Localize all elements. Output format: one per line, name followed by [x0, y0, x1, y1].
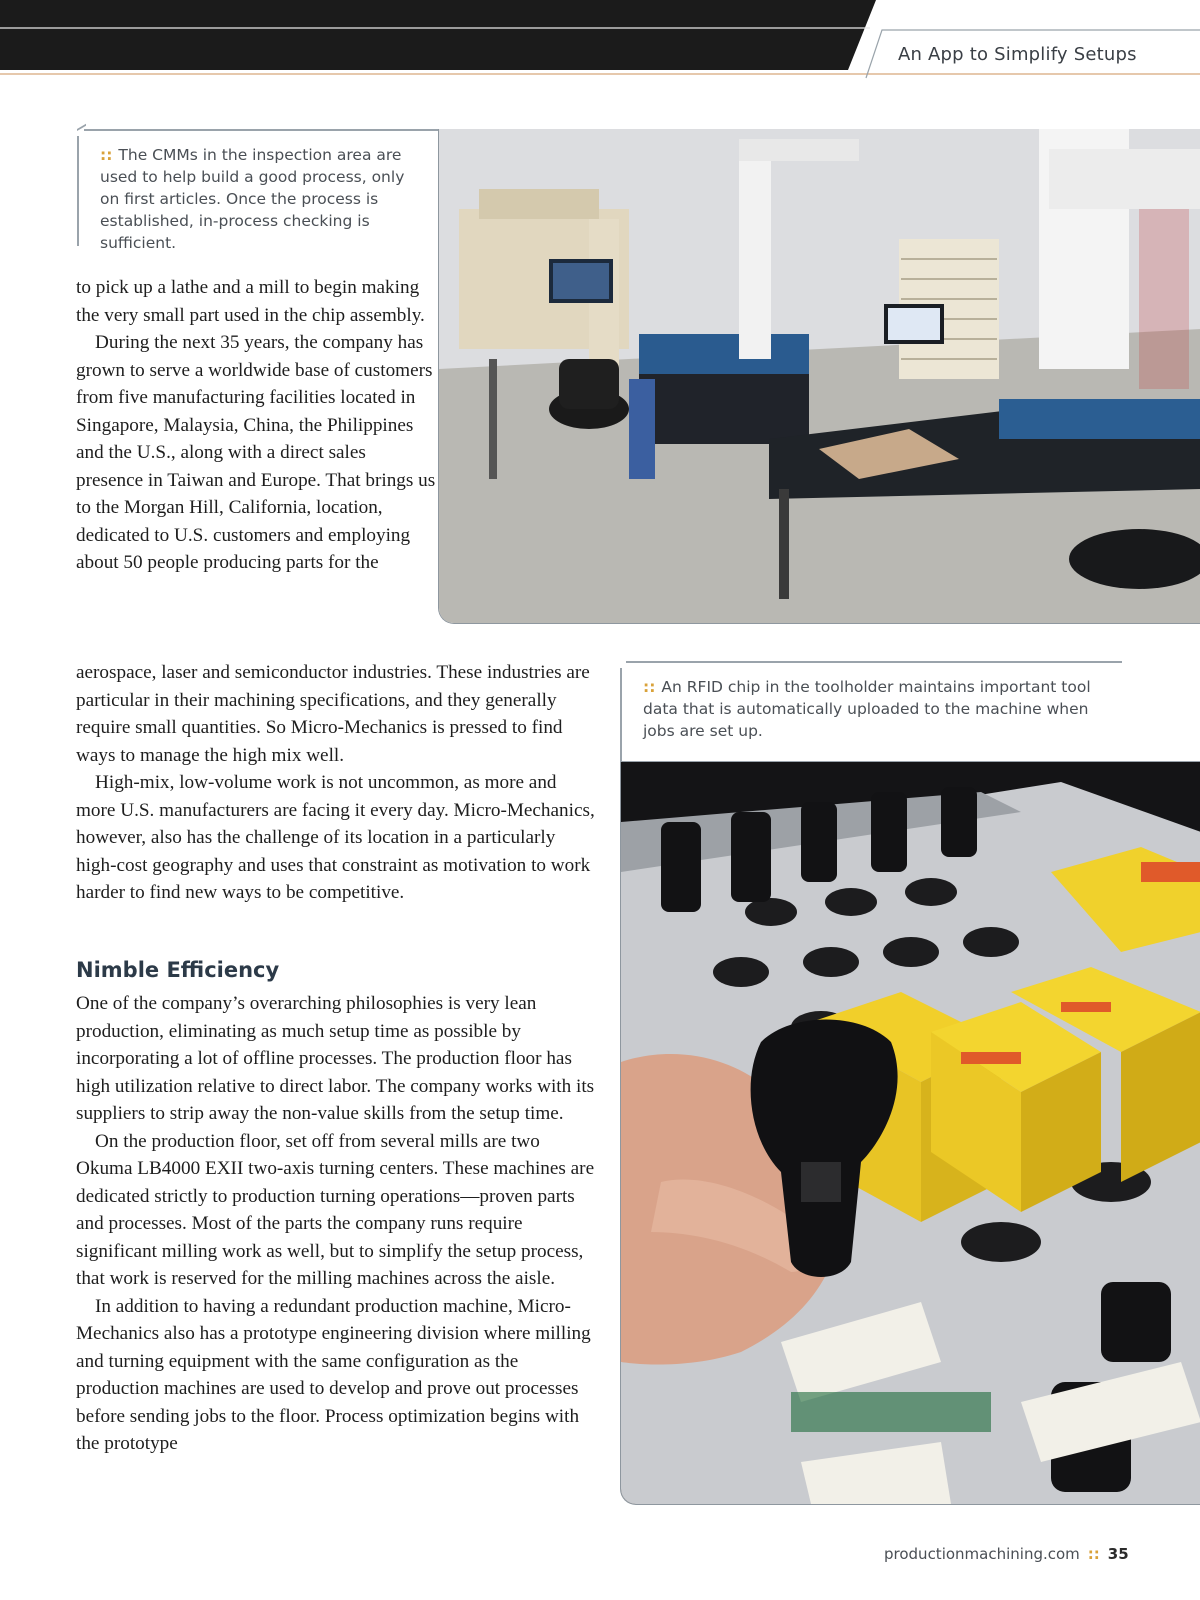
caption-text: The CMMs in the inspection area are used to help build a good process, only on first articles. Once the process is established, in-process checking is sufficient.	[100, 146, 405, 252]
photo-caption-rfid	[643, 676, 1113, 742]
page-header	[0, 0, 1200, 80]
article-section-body	[76, 990, 596, 1458]
toolholder-photo-illustration	[621, 762, 1200, 1504]
section-heading: Nimble Efficiency	[76, 958, 280, 982]
caption-frame-left	[77, 136, 79, 246]
caption-frame-top	[626, 661, 1122, 663]
photo-cmm-inspection-area	[438, 129, 1200, 624]
footer-site: productionmachining.com	[884, 1545, 1080, 1563]
caption-frame-left	[620, 668, 622, 762]
caption-marker: ::	[643, 678, 656, 696]
cmm-photo-illustration	[439, 129, 1200, 623]
article-column-narrow	[76, 274, 436, 577]
page-footer	[884, 1545, 1129, 1563]
paragraph: aerospace, laser and semiconductor industries. These industries are particular in their machining specifications, and they generally require small quantities. So Micro-Mechanics is pressed to find ways to manage the high mix well.	[76, 662, 590, 766]
photo-caption-cmm	[100, 144, 420, 254]
paragraph: During the next 35 years, the company has grown to serve a worldwide base of customers from five manufacturing facilities located in Singapore, Malaysia, China, the Philippines and the U.S., along with a direct sales presence in Taiwan and Europe. That brings us to the Morgan Hill, California, location, dedicated to U.S. customers and employing about 50 people producing parts for the	[76, 332, 436, 573]
section-title: An App to Simplify Setups	[898, 44, 1137, 65]
photo-rfid-toolholders	[620, 762, 1200, 1505]
paragraph: High-mix, low-volume work is not uncommon, as more and more U.S. manufacturers are facing it every day. Micro-Mechanics, however, also has the challenge of its location in a particularly high-cost geography and uses that constraint as motivation to work harder to find new ways to be competitive.	[76, 772, 595, 903]
caption-frame-top	[84, 129, 438, 131]
header-graphic	[0, 0, 1200, 80]
paragraph: On the production floor, set off from several mills are two Okuma LB4000 EXII two-axis turning centers. These machines are dedicated strictly to production turning operations—proven parts and processes. Most of the parts the company runs require significant milling work as well, but to simplify the setup process, that work is reserved for the milling machines across the aisle.	[76, 1130, 595, 1289]
footer-separator: ::	[1087, 1545, 1100, 1563]
caption-text: An RFID chip in the toolholder maintains important tool data that is automatically uploaded to the machine when jobs are set up.	[643, 678, 1091, 740]
paragraph: One of the company’s overarching philosophies is very lean production, eliminating as much setup time as possible by incorporating a lot of offline processes. The production floor has high utilization relative to direct labor. The company works with its suppliers to strip away the non-value skills from the setup time.	[76, 993, 595, 1124]
page-number: 35	[1107, 1545, 1129, 1563]
article-column-wide	[76, 659, 596, 907]
caption-marker: ::	[100, 146, 113, 164]
paragraph: to pick up a lathe and a mill to begin making the very small part used in the chip assembly.	[76, 277, 425, 326]
paragraph: In addition to having a redundant production machine, Micro-Mechanics also has a prototype engineering division where milling and turning equipment with the same configuration as the production machines are used to develop and prove out processes before sending jobs to the floor. Process optimization begins with the prototype	[76, 1295, 591, 1454]
